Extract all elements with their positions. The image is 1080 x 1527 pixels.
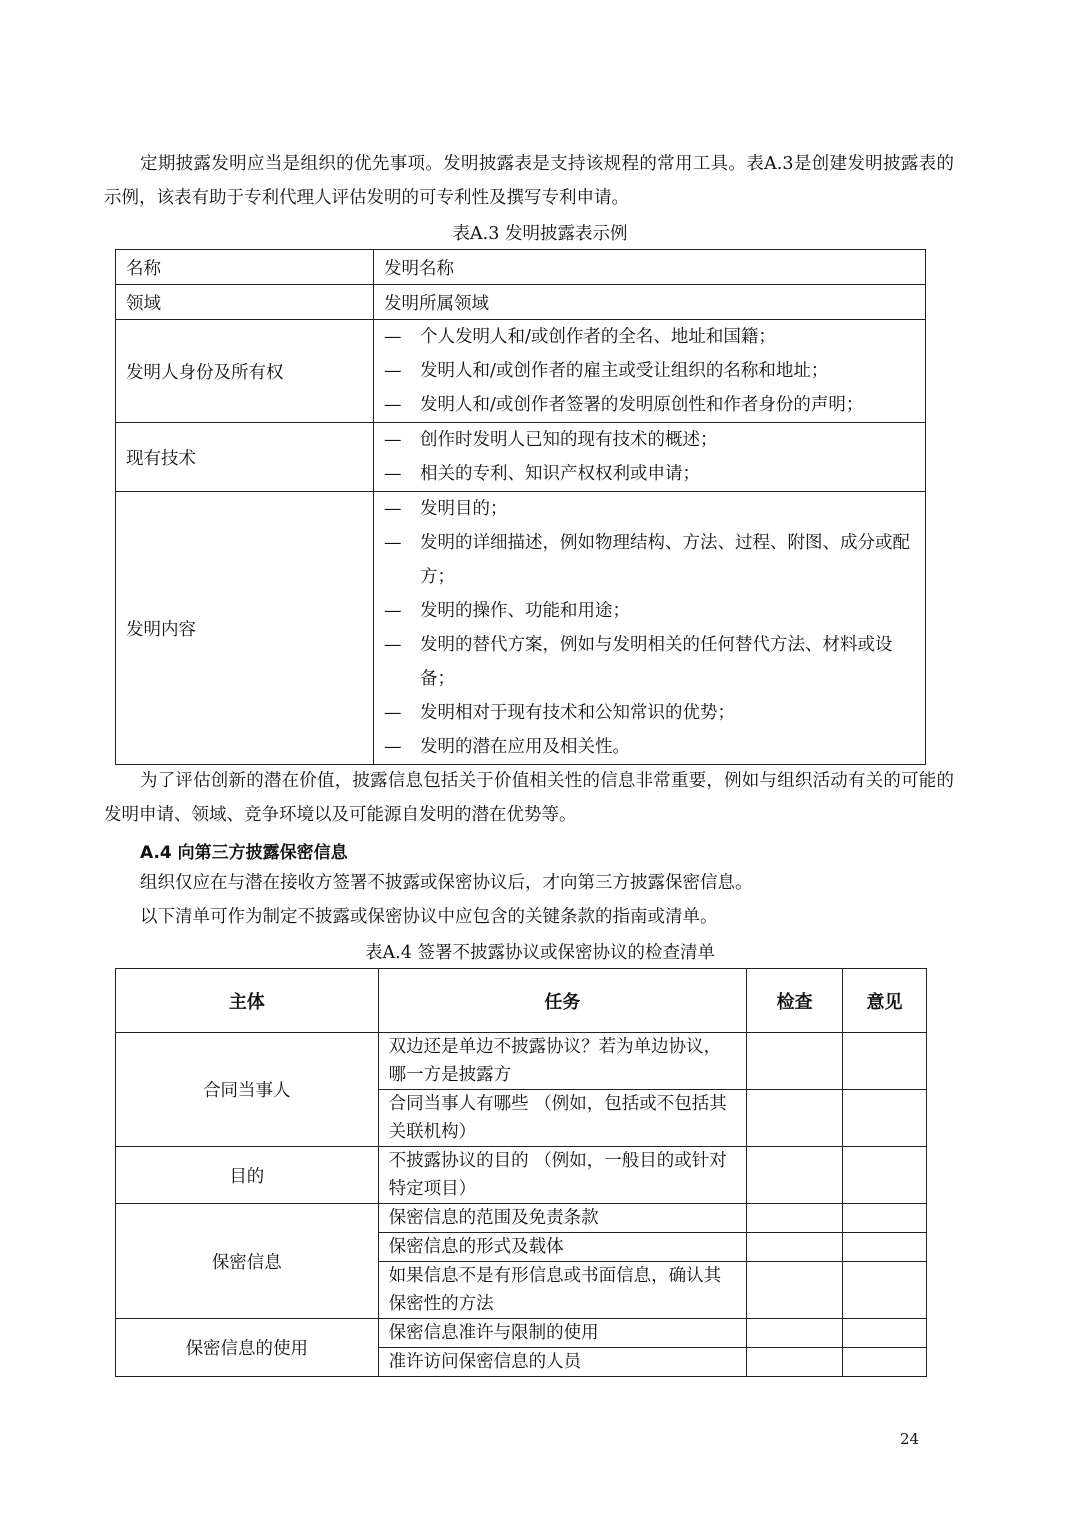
nda-checklist-table — [115, 968, 927, 1377]
list-item: — 个人发明人和/或创作者的全名、地址和国籍； — [384, 320, 915, 354]
table-row — [116, 423, 926, 492]
subject-cell: 保密信息 — [116, 1204, 379, 1319]
list-item: — 发明相对于现有技术和公知常识的优势； — [384, 696, 915, 730]
check-cell[interactable] — [747, 1262, 843, 1319]
row-content — [374, 492, 926, 765]
dash-bullet: — — [384, 430, 402, 450]
header-check: 检查 — [747, 969, 843, 1033]
value-paragraph: 为了评估创新的潜在价值，披露信息包括关于价值相关性的信息非常重要，例如与组织活动有关的可能的发明申请、领域、竞争环境以及可能源自发明的潜在优势等。 — [104, 771, 954, 825]
table-row — [116, 285, 926, 320]
row-label: 发明内容 — [116, 492, 374, 765]
list-item: — 发明的详细描述，例如物理结构、方法、过程、附图、成分或配方； — [384, 526, 915, 594]
task-cell: 准许访问保密信息的人员 — [378, 1348, 747, 1377]
page-number: 24 — [900, 1430, 920, 1448]
opinion-cell[interactable] — [843, 1033, 927, 1090]
nda-paragraph-1: 组织仅应在与潜在接收方签署不披露或保密协议后，才向第三方披露保密信息。 — [140, 873, 753, 893]
intro-paragraph: 定期披露发明应当是组织的优先事项。发明披露表是支持该规程的常用工具。表A.3是创建发明披露表的示例，该表有助于专利代理人评估发明的可专利性及撰写专利申请。 — [104, 154, 954, 208]
dash-bullet: — — [384, 327, 402, 347]
check-cell[interactable] — [747, 1147, 843, 1204]
list-item: — 相关的专利、知识产权权利或申请； — [384, 457, 915, 491]
dash-bullet: — — [384, 499, 402, 519]
row-content: 发明名称 — [374, 250, 926, 285]
table-row — [116, 1033, 927, 1090]
table-header-row — [116, 969, 927, 1033]
header-opinion: 意见 — [843, 969, 927, 1033]
check-cell[interactable] — [747, 1090, 843, 1147]
table-row — [116, 492, 926, 765]
dash-bullet: — — [384, 703, 402, 723]
row-content — [374, 320, 926, 423]
table-row — [116, 320, 926, 423]
list-item: — 发明目的； — [384, 492, 915, 526]
list-item: — 发明人和/或创作者的雇主或受让组织的名称和地址； — [384, 354, 915, 388]
check-cell[interactable] — [747, 1204, 843, 1233]
row-label: 名称 — [116, 250, 374, 285]
opinion-cell[interactable] — [843, 1090, 927, 1147]
table-row — [116, 250, 926, 285]
task-cell: 保密信息的形式及载体 — [378, 1233, 747, 1262]
header-subject: 主体 — [116, 969, 379, 1033]
opinion-cell[interactable] — [843, 1319, 927, 1348]
subject-cell: 合同当事人 — [116, 1033, 379, 1147]
list-item: — 创作时发明人已知的现有技术的概述； — [384, 423, 915, 457]
invention-disclosure-table — [115, 249, 926, 765]
dash-bullet: — — [384, 464, 402, 484]
list-item: — 发明的潜在应用及相关性。 — [384, 730, 915, 764]
table-row — [116, 1147, 927, 1204]
subject-cell: 目的 — [116, 1147, 379, 1204]
list-item: — 发明人和/或创作者签署的发明原创性和作者身份的声明； — [384, 388, 915, 422]
dash-bullet: — — [384, 395, 402, 415]
task-cell: 双边还是单边不披露协议？若为单边协议，哪一方是披露方 — [378, 1033, 747, 1090]
dash-bullet: — — [384, 635, 402, 655]
opinion-cell[interactable] — [843, 1348, 927, 1377]
table-a3-caption: 表A.3 发明披露表示例 — [452, 224, 628, 244]
check-cell[interactable] — [747, 1033, 843, 1090]
opinion-cell[interactable] — [843, 1147, 927, 1204]
list-item: — 发明的替代方案，例如与发明相关的任何替代方法、材料或设备； — [384, 628, 915, 696]
table-a4-caption: 表A.4 签署不披露协议或保密协议的检查清单 — [365, 943, 715, 963]
check-cell[interactable] — [747, 1348, 843, 1377]
nda-paragraph-2: 以下清单可作为制定不披露或保密协议中应包含的关键条款的指南或清单。 — [140, 907, 718, 927]
list-item: — 发明的操作、功能和用途； — [384, 594, 915, 628]
task-cell: 合同当事人有哪些 （例如，包括或不包括其关联机构） — [378, 1090, 747, 1147]
task-cell: 不披露协议的目的 （例如，一般目的或针对特定项目） — [378, 1147, 747, 1204]
task-cell: 保密信息的范围及免责条款 — [378, 1204, 747, 1233]
row-label: 现有技术 — [116, 423, 374, 492]
row-label: 领域 — [116, 285, 374, 320]
dash-bullet: — — [384, 737, 402, 757]
dash-bullet: — — [384, 533, 402, 553]
subject-cell: 保密信息的使用 — [116, 1319, 379, 1377]
check-cell[interactable] — [747, 1233, 843, 1262]
dash-bullet: — — [384, 601, 402, 621]
row-content: 发明所属领域 — [374, 285, 926, 320]
table-row — [116, 1204, 927, 1233]
check-cell[interactable] — [747, 1319, 843, 1348]
task-cell: 如果信息不是有形信息或书面信息，确认其保密性的方法 — [378, 1262, 747, 1319]
task-cell: 保密信息准许与限制的使用 — [378, 1319, 747, 1348]
table-row — [116, 1319, 927, 1348]
row-content — [374, 423, 926, 492]
section-heading: A.4 向第三方披露保密信息 — [140, 843, 348, 863]
opinion-cell[interactable] — [843, 1204, 927, 1233]
opinion-cell[interactable] — [843, 1262, 927, 1319]
opinion-cell[interactable] — [843, 1233, 927, 1262]
header-task: 任务 — [378, 969, 747, 1033]
dash-bullet: — — [384, 361, 402, 381]
row-label: 发明人身份及所有权 — [116, 320, 374, 423]
